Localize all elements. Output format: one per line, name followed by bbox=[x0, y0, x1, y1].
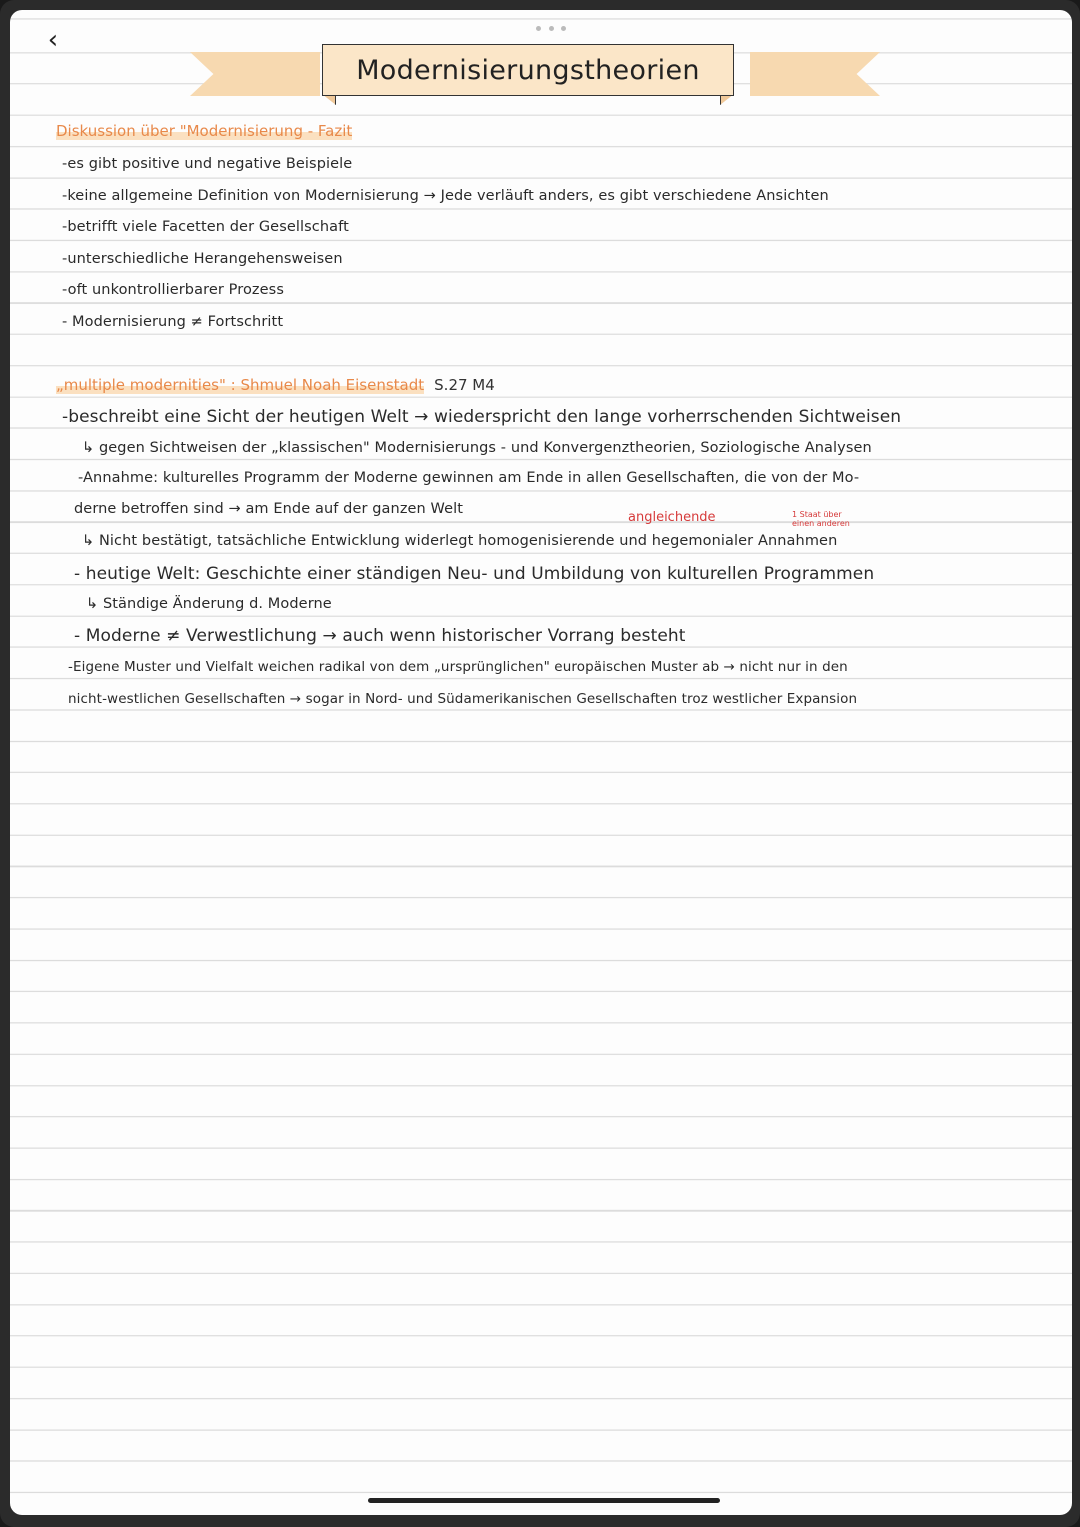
note-line: - Moderne ≠ Verwestlichung → auch wenn historischer Vorrang besteht bbox=[74, 626, 686, 646]
chevron-left-icon[interactable]: ‹ bbox=[47, 25, 59, 55]
annotation-red: angleichende bbox=[628, 510, 716, 525]
note-line: -Eigene Muster und Vielfalt weichen radikal von dem „ursprünglichen" europäischen Muster ab → nicht nur in den bbox=[68, 659, 848, 675]
banner-tail-left bbox=[190, 52, 320, 96]
note-line: ↳ Ständige Änderung d. Moderne bbox=[86, 596, 332, 612]
annotation-red-small: einen anderen bbox=[792, 519, 850, 528]
heading-text: Diskussion über "Modernisierung - Fazit bbox=[56, 122, 353, 140]
note-line: -es gibt positive und negative Beispiele bbox=[62, 156, 353, 172]
banner-tail-right bbox=[750, 52, 880, 96]
section-heading-fazit bbox=[56, 122, 352, 140]
note-line: ↳ Nicht bestätigt, tatsächliche Entwicklung widerlegt homogenisierende und hegemonialer Annahmen bbox=[82, 533, 838, 549]
note-line: -Annahme: kulturelles Programm der Moderne gewinnen am Ende in allen Gesellschaften, die von der Mo- bbox=[78, 470, 860, 486]
note-line: - heutige Welt: Geschichte einer ständigen Neu- und Umbildung von kulturellen Programmen bbox=[74, 564, 875, 584]
heading-text: „multiple modernities" : Shmuel Noah Eisenstadt bbox=[56, 376, 425, 394]
section-heading-multiple-modernities bbox=[56, 376, 495, 394]
note-line: -betrifft viele Facetten der Gesellschaft bbox=[62, 219, 349, 235]
note-line: -keine allgemeine Definition von Modernisierung → Jede verläuft anders, es gibt verschiedene Ansichten bbox=[62, 188, 829, 204]
note-page[interactable] bbox=[10, 10, 1072, 1515]
more-dots-icon[interactable] bbox=[536, 26, 566, 34]
note-line: nicht-westlichen Gesellschaften → sogar in Nord- und Südamerikanischen Gesellschaften troz westlicher Expansion bbox=[68, 691, 858, 707]
note-line: - Modernisierung ≠ Fortschritt bbox=[62, 314, 284, 330]
note-line: -beschreibt eine Sicht der heutigen Welt → wiederspricht den lange vorherrschenden Sichtweisen bbox=[62, 407, 902, 427]
annotation-red-small: 1 Staat über bbox=[792, 510, 842, 519]
note-line: derne betroffen sind → am Ende auf der ganzen Welt bbox=[74, 501, 464, 517]
note-line: ↳ gegen Sichtweisen der „klassischen" Modernisierungs - und Konvergenztheorien, Soziologische Analysen bbox=[82, 440, 872, 456]
note-line: -oft unkontrollierbarer Prozess bbox=[62, 282, 284, 298]
page-title: Modernisierungstheorien bbox=[356, 54, 700, 86]
title-banner bbox=[190, 38, 880, 118]
home-indicator[interactable] bbox=[368, 1498, 720, 1503]
note-line: -unterschiedliche Herangehensweisen bbox=[62, 251, 343, 267]
banner-center bbox=[322, 44, 734, 96]
page-reference: S.27 M4 bbox=[434, 376, 495, 394]
